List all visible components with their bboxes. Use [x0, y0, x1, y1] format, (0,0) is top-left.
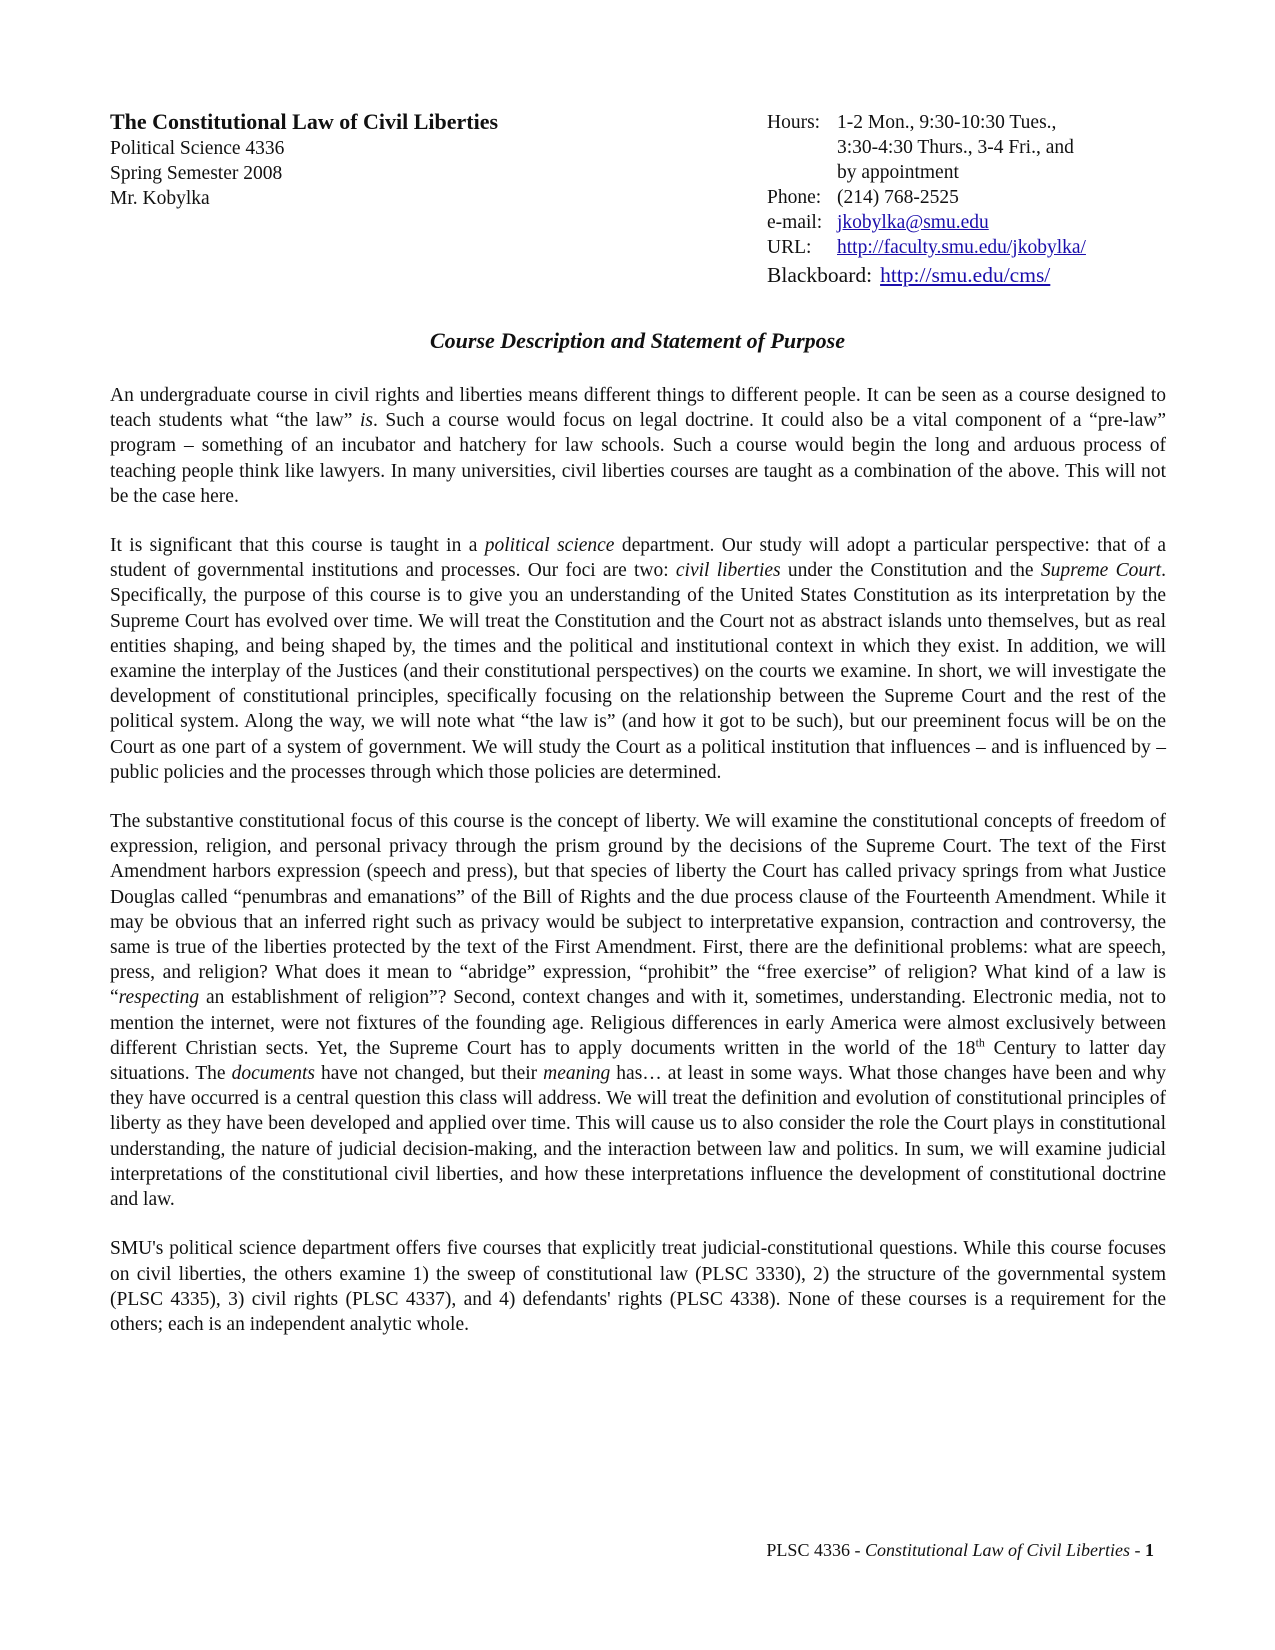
- hours-line-3: by appointment: [837, 162, 959, 183]
- page-number: 1: [1145, 1540, 1154, 1560]
- blackboard-label: Blackboard:: [767, 263, 873, 287]
- course-header: [110, 108, 670, 211]
- footer-course-title: Constitutional Law of Civil Liberties: [864, 1540, 1130, 1560]
- section-title: Course Description and Statement of Purpose: [430, 328, 845, 353]
- paragraph-1-text: . Such a course would focus on legal doctrine. It could also be a vital component of a “pre-law” program – something of an incubator and hatchery for law schools. Such a course would begin the long and arduous process of teaching people think like lawyers. In many universities, civil liberties courses are taught as a combination of the above. This will not be the case here.: [110, 410, 1166, 507]
- paragraph-3-text: The substantive constitutional focus of this course is the concept of liberty. We will examine the constitutional concepts of freedom of expression, religion, and personal privacy through the prism ground by the decisions of the Supreme Court. The text of the First Amendment harbors expression (speech and press), but that species of liberty the Court has called privacy springs from what Justice Douglas called “penumbras and emanations” of the Bill of Rights and the due process clause of the Fourteenth Amendment. While it may be obvious that an inferred right such as privacy would be subject to interpretative expansion, contraction and controversy, the same is true of the liberties protected by the text of the First Amendment. First, there are the definitional problems: what are speech, press, and religion? What does it mean to “abridge” expression, “prohibit” the “free exercise” of religion? What kind of a law is “: [110, 811, 1166, 1009]
- paragraph-1-text: An undergraduate course in civil rights and liberties means different things to different people. It can be seen as a course designed to teach students what “the law”: [110, 385, 1166, 432]
- blackboard-row: [767, 260, 1237, 290]
- course-description: [110, 383, 1166, 1337]
- superscript: th: [975, 1035, 985, 1050]
- paragraph-1: [110, 383, 1166, 509]
- hours-line-2: 3:30-4:30 Thurs., 3-4 Fri., and: [837, 137, 1074, 158]
- paragraph-2-text: under the Constitution and the: [780, 560, 1041, 582]
- url-row: [767, 235, 1237, 260]
- hours-label: Hours:: [767, 112, 821, 133]
- paragraph-3: [110, 809, 1166, 1212]
- course-semester: Spring Semester 2008: [110, 163, 283, 184]
- paragraph-3-text: have not changed, but their: [314, 1063, 544, 1085]
- footer-separator: -: [1130, 1540, 1145, 1560]
- paragraph-3-emphasis: documents: [231, 1063, 315, 1085]
- email-link[interactable]: jkobylka@smu.edu: [837, 212, 989, 233]
- faculty-url-link[interactable]: http://faculty.smu.edu/jkobylka/: [837, 237, 1086, 258]
- blackboard-link[interactable]: http://smu.edu/cms/: [880, 263, 1051, 287]
- footer-course-code: PLSC 4336 -: [766, 1540, 865, 1560]
- paragraph-4: SMU's political science department offers five courses that explicitly treat judicial-constitutional questions. While this course focuses on civil liberties, the others examine 1) the sweep of constitutional law (PLSC 3330), 2) the structure of the governmental system (PLSC 4335), 3) civil rights (PLSC 4337), and 4) defendants' rights (PLSC 4338). None of these courses is a requirement for the others; each is an independent analytic whole.: [110, 1238, 1166, 1335]
- paragraph-2-emphasis: civil liberties: [675, 560, 781, 582]
- paragraph-3-text: has… at least in some ways. What those changes have been and why they have occurred is a central question this class will address. We will treat the definition and evolution of constitutional principles of liberty as they have been developed and applied over time. This will cause us to also consider the role the Court plays in constitutional understanding, the nature of judicial decision-making, and the interaction between law and politics. In sum, we will examine judicial interpretations of the constitutional civil liberties, and how these interpretations influence the development of constitutional doctrine and law.: [110, 1063, 1166, 1211]
- url-label: URL:: [767, 237, 812, 258]
- hours-row: [767, 110, 1237, 135]
- page-footer: [766, 1538, 1154, 1562]
- paragraph-3-text: an establishment of religion”? Second, context changes and with it, sometimes, understanding. Electronic media, not to mention the internet, were not fixtures of the founding age. Religious differences in early America were almost exclusively between different Christian sects. Yet, the Supreme Court has to apply documents written in the world of the 18: [110, 987, 1166, 1059]
- paragraph-2-emphasis: political science: [484, 535, 615, 557]
- paragraph-2-text: department. Our study will adopt a particular perspective: that of a student of governmental institutions and processes. Our foci are two:: [110, 535, 1166, 582]
- paragraph-3-emphasis: respecting: [118, 987, 200, 1009]
- paragraph-3-text: Century to latter day situations. The: [110, 1037, 1167, 1085]
- paragraph-2: [110, 533, 1166, 785]
- paragraph-3-emphasis: meaning: [543, 1063, 611, 1085]
- hours-line-1: 1-2 Mon., 9:30-10:30 Tues.,: [837, 112, 1057, 133]
- paragraph-2-emphasis: Supreme Court: [1040, 560, 1162, 582]
- paragraph-2-text: . Specifically, the purpose of this course is to give you an understanding of the United States Constitution as its interpretation by the Supreme Court has evolved over time. We will treat the Constitution and the Court not as abstract islands unto themselves, but as real entities shaping, and being shaped by, the times and the political and institutional context in which they exist. In addition, we will examine the interplay of the Justices (and their constitutional perspectives) on the courts we examine. In short, we will investigate the development of constitutional principles, specifically focusing on the relationship between the Supreme Court and the rest of the political system. Along the way, we will note what “the law is” (and how it got to be such), but our preeminent focus will be on the Court as one part of a system of government. We will study the Court as a political institution that influences – and is influenced by – public policies and the processes through which those policies are determined.: [110, 560, 1166, 783]
- email-row: [767, 210, 1237, 235]
- paragraph-2-text: It is significant that this course is taught in a: [110, 535, 485, 557]
- course-instructor: Mr. Kobylka: [110, 188, 210, 209]
- paragraph-1-emphasis: is: [359, 410, 373, 432]
- course-title: The Constitutional Law of Civil Liberties: [110, 109, 499, 134]
- contact-block: [767, 110, 1237, 290]
- email-label: e-mail:: [767, 212, 823, 233]
- phone-label: Phone:: [767, 187, 822, 208]
- course-number: Political Science 4336: [110, 138, 285, 159]
- phone-row: [767, 185, 1237, 210]
- phone-number: (214) 768-2525: [837, 187, 959, 208]
